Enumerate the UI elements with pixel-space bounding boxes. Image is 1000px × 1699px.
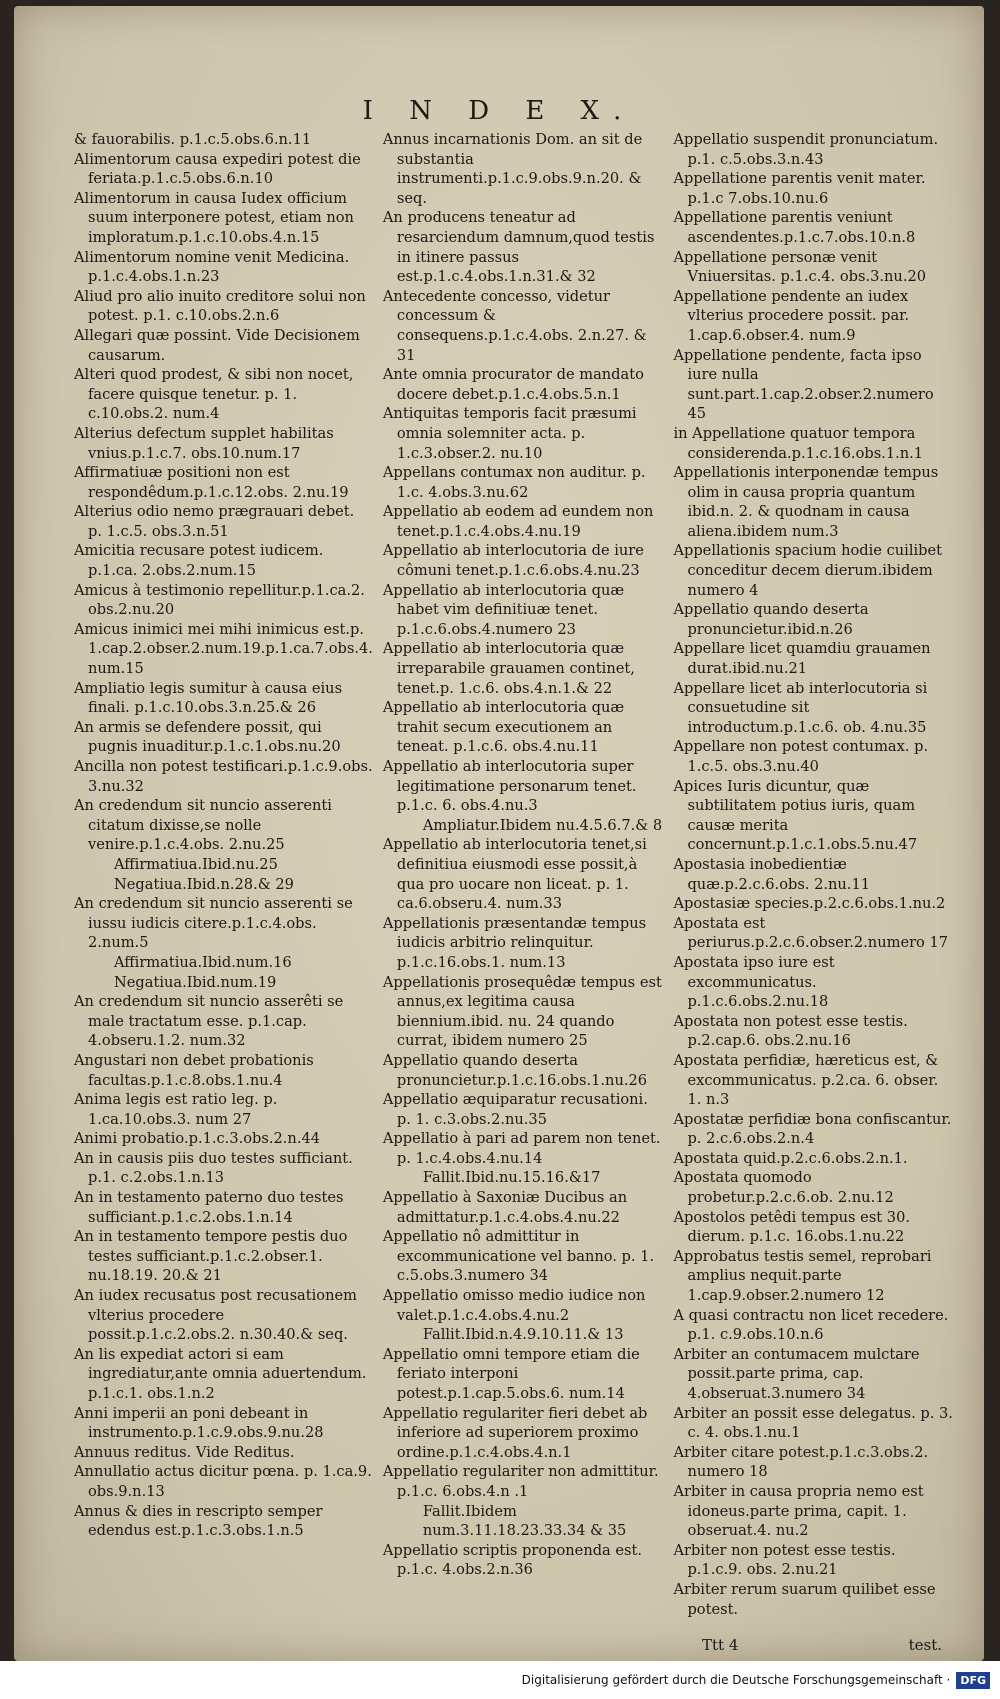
index-entry: Arbiter citare potest.p.1.c.3.obs.2. numero 18 xyxy=(673,1443,929,1481)
index-column-left xyxy=(74,130,373,1619)
index-entry: Anni imperii an poni debeant in instrumento.p.1.c.9.obs.9.nu.28 xyxy=(74,1404,324,1442)
index-entry: Appellare non potest contumax. p. 1.c.5. obs.3.nu.40 xyxy=(673,738,929,775)
index-entry: Arbiter in causa propria nemo est idoneus.parte prima, capit. 1. obseruat.4. nu.2 xyxy=(673,1482,924,1540)
index-entry: Appellatio omni tempore etiam die feriato interponi potest.p.1.cap.5.obs.6. num.14 xyxy=(382,1345,640,1402)
index-entry: Arbiter non potest esse testis. p.1.c.9. obs. 2.nu.21 xyxy=(673,1541,896,1579)
index-entry: An credendum sit nuncio asserenti citatum dixisse,se nolle venire.p.1.c.4.obs. 2.nu.25 xyxy=(74,797,332,854)
index-entry: An armis se defendere possit, qui pugnis inuaditur.p.1.c.1.obs.nu.20 xyxy=(74,718,341,756)
index-subentry: Fallit.Ibid.n.4.9.10.11.& 13 xyxy=(422,1326,624,1344)
index-entry: An iudex recusatus post recusationem vlterius procedere possit.p.1.c.2.obs.2. n.30.40.& seq. xyxy=(74,1287,357,1344)
index-entry: An in testamento paterno duo testes sufficiant.p.1.c.2.obs.1.n.14 xyxy=(74,1189,344,1226)
index-entry: Aliud pro alio inuito creditore solui non potest. p.1. c.10.obs.2.n.6 xyxy=(74,287,366,325)
index-entry: Appellatio quando deserta pronuncietur.ibid.n.26 xyxy=(673,601,869,638)
index-entry: Appellatio regulariter non admittitur. p.1.c. 6.obs.4.n .1 xyxy=(382,1463,659,1500)
index-entry: Appellatio quando deserta pronuncietur.p.1.c.16.obs.1.nu.26 xyxy=(382,1051,648,1089)
index-subentry: Affirmatiua.Ibid.num.16 xyxy=(114,953,292,971)
index-entry: Appellatio ab interlocutoria tenet,si definitiua eiusmodi esse possit,à qua pro uocare non liceat. p. 1. ca.6.obseru.4. num.33 xyxy=(382,836,647,913)
index-entry: Antiquitas temporis facit præsumi omnia solemniter acta. p. 1.c.3.obser.2. nu.10 xyxy=(382,405,637,462)
book-page xyxy=(14,6,984,1661)
index-entry: Appellatione parentis veniunt ascendentes.p.1.c.7.obs.10.n.8 xyxy=(673,209,916,246)
index-subentry: Negatiua.Ibid.num.19 xyxy=(114,973,277,991)
index-entry: An credendum sit nuncio asserêti se male tractatum esse. p.1.cap. 4.obseru.1.2. num.32 xyxy=(74,993,344,1050)
index-entry: Appellatio suspendit pronunciatum. p.1. c.5.obs.3.n.43 xyxy=(673,131,939,168)
index-entry: in Appellatione quatuor tempora considerenda.p.1.c.16.obs.1.n.1 xyxy=(673,424,924,462)
catchword-line xyxy=(702,1636,942,1654)
index-entry: Apostasia inobedientiæ quæ.p.2.c.6.obs. 2.nu.11 xyxy=(673,855,871,893)
index-entry: Appellatio ab interlocutoria de iure cômuni tenet.p.1.c.6.obs.4.nu.23 xyxy=(382,542,644,580)
index-entry: Approbatus testis semel, reprobari amplius nequit.parte 1.cap.9.obser.2.numero 12 xyxy=(673,1247,932,1305)
index-entry: Alteri quod prodest, & sibi non nocet, facere quisque tenetur. p. 1. c.10.obs.2. num.4 xyxy=(74,366,354,423)
index-entry: Anima legis est ratio leg. p. 1.ca.10.obs.3. num 27 xyxy=(74,1091,278,1128)
index-entry: Appellatio ab interlocutoria quæ trahit secum executionem an teneat. p.1.c.6. obs.4.nu.11 xyxy=(382,699,625,756)
index-entry: Appellationis spacium hodie cuilibet conceditur decem dierum.ibidem numero 4 xyxy=(673,542,942,599)
index-entry: Appellatio scriptis proponenda est. p.1.c. 4.obs.2.n.36 xyxy=(382,1541,643,1579)
index-entry: Apostata est periurus.p.2.c.6.obser.2.numero 17 xyxy=(673,914,949,952)
index-entry: Apices Iuris dicuntur, quæ subtilitatem potius iuris, quam causæ merita concernunt.p.1.c.1.obs.5.nu.47 xyxy=(673,777,918,854)
index-entry: Alterius odio nemo prægrauari debet. p. 1.c.5. obs.3.n.51 xyxy=(74,503,355,540)
index-entry: A quasi contractu non licet recedere. p.1. c.9.obs.10.n.6 xyxy=(673,1306,949,1344)
index-entry: Antecedente concesso, videtur concessum & consequens.p.1.c.4.obs. 2.n.27. & 31 xyxy=(382,287,647,364)
index-subentry: Affirmatiua.Ibid.nu.25 xyxy=(114,855,278,873)
index-columns xyxy=(74,130,954,1619)
index-entry: Appellatio ab eodem ad eundem non tenet.p.1.c.4.obs.4.nu.19 xyxy=(382,503,654,540)
index-entry: Animi probatio.p.1.c.3.obs.2.n.44 xyxy=(74,1130,321,1148)
index-entry: Ampliatio legis sumitur à causa eius finali. p.1.c.10.obs.3.n.25.& 26 xyxy=(74,679,343,717)
index-entry: Appellatio ab interlocutoria super legitimatione personarum tenet. p.1.c. 6. obs.4.nu.3 xyxy=(382,758,637,815)
index-entry: An lis expediat actori si eam ingrediatur,ante omnia aduertendum. p.1.c.1. obs.1.n.2 xyxy=(74,1345,367,1402)
page-header-index: I N D E X. xyxy=(362,96,636,126)
index-entry: Annullatio actus dicitur pœna. p. 1.ca.9. obs.9.n.13 xyxy=(74,1463,372,1500)
index-entry: Ancilla non potest testificari.p.1.c.9.obs. 3.nu.32 xyxy=(74,758,373,795)
index-entry: Alimentorum causa expediri potest die feriata.p.1.c.5.obs.6.n.10 xyxy=(74,150,361,188)
index-entry: An credendum sit nuncio asserenti se iussu iudicis citere.p.1.c.4.obs. 2.num.5 xyxy=(74,895,353,952)
index-entry: Apostolos petêdi tempus est 30. dierum. p.1.c. 16.obs.1.nu.22 xyxy=(673,1208,911,1246)
index-entry: Appellatio ab interlocutoria quæ habet vim definitiuæ tenet. p.1.c.6.obs.4.numero 23 xyxy=(382,581,625,638)
index-entry: Arbiter an contumacem mulctare possit.parte prima, cap. 4.obseruat.3.numero 34 xyxy=(673,1345,920,1402)
catchword: test. xyxy=(908,1636,942,1654)
index-entry: Apostatæ perfidiæ bona confiscantur. p. 2.c.6.obs.2.n.4 xyxy=(673,1110,952,1148)
index-entry: Alimentorum in causa Iudex officium suum interponere potest, etiam non imploratum.p.1.c.10.obs.4.n.15 xyxy=(74,189,354,246)
index-column-middle xyxy=(383,130,664,1619)
index-entry: Appellatio regulariter fieri debet ab inferiore ad superiorem proximo ordine.p.1.c.4.obs.4.n.1 xyxy=(382,1404,648,1461)
index-subentry: Negatiua.Ibid.n.28.& 29 xyxy=(114,875,294,893)
index-entry: Annus incarnationis Dom. an sit de substantia instrumenti.p.1.c.9.obs.9.n.20. & seq. xyxy=(382,131,643,207)
dfg-logo: DFG xyxy=(956,1672,990,1689)
index-entry: Appellatio ab interlocutoria quæ irreparabile grauamen continet, tenet.p. 1.c.6. obs.4.n.1.& 22 xyxy=(382,640,635,697)
index-subentry: Fallit.Ibidem num.3.11.18.23.33.34 & 35 xyxy=(422,1502,627,1540)
index-entry: Ante omnia procurator de mandato docere debet.p.1.c.4.obs.5.n.1 xyxy=(382,366,644,403)
index-entry: Appellatio omisso medio iudice non valet.p.1.c.4.obs.4.nu.2 xyxy=(382,1287,646,1324)
index-entry: Appellatio nô admittitur in excommunicatione vel banno. p. 1. c.5.obs.3.numero 34 xyxy=(382,1228,655,1285)
index-entry: Appellans contumax non auditur. p. 1.c. 4.obs.3.nu.62 xyxy=(382,464,646,501)
footer-credit: Digitalisierung gefördert durch die Deutsche Forschungsgemeinschaft · xyxy=(521,1673,951,1687)
index-entry: Annuus reditus. Vide Reditus. xyxy=(74,1443,295,1461)
index-column-right xyxy=(673,130,954,1619)
index-entry: Apostata quomodo probetur.p.2.c.6.ob. 2.nu.12 xyxy=(673,1169,894,1207)
index-entry: An producens teneatur ad resarciendum damnum,quod testis in itinere passus est.p.1.c.4.obs.1.n.31.& 32 xyxy=(382,209,655,286)
index-entry: An in causis piis duo testes sufficiant. p.1. c.2.obs.1.n.13 xyxy=(74,1149,353,1187)
index-entry: Angustari non debet probationis facultas.p.1.c.8.obs.1.nu.4 xyxy=(74,1051,314,1089)
index-entry: Appellatio à Saxoniæ Ducibus an admittatur.p.1.c.4.obs.4.nu.22 xyxy=(382,1189,628,1226)
index-entry: Arbiter an possit esse delegatus. p. 3. c. 4. obs.1.nu.1 xyxy=(673,1404,953,1442)
index-entry: Apostata ipso iure est excommunicatus. p.1.c.6.obs.2.nu.18 xyxy=(673,953,835,1011)
index-entry: Appellatione personæ venit Vniuersitas. p.1.c.4. obs.3.nu.20 xyxy=(673,248,927,286)
index-entry: Amicitia recusare potest iudicem. p.1.ca. 2.obs.2.num.15 xyxy=(74,542,324,580)
index-entry: Appellationis interponendæ tempus olim in causa propria quantum ibid.n. 2. & quodnam in causa aliena.ibidem num.3 xyxy=(673,464,939,540)
index-entry: & fauorabilis. p.1.c.5.obs.6.n.11 xyxy=(74,131,312,148)
index-entry: Appellare licet ab interlocutoria si consuetudine sit introductum.p.1.c.6. ob. 4.nu.35 xyxy=(673,679,928,736)
index-entry: Appellatione parentis venit mater. p.1.c 7.obs.10.nu.6 xyxy=(673,170,926,207)
index-entry: Appellatione pendente, facta ipso iure nulla sunt.part.1.cap.2.obser.2.numero 45 xyxy=(673,346,934,423)
index-entry: Appellatio æquiparatur recusationi. p. 1. c.3.obs.2.nu.35 xyxy=(382,1091,648,1128)
signature-mark: Ttt 4 xyxy=(702,1636,739,1654)
index-entry: Alimentorum nomine venit Medicina. p.1.c.4.obs.1.n.23 xyxy=(74,248,350,286)
index-subentry: Ampliatur.Ibidem nu.4.5.6.7.& 8 xyxy=(422,816,663,834)
index-subentry: Fallit.Ibid.nu.15.16.&17 xyxy=(422,1169,601,1187)
index-entry: Affirmatiuæ positioni non est respondêdum.p.1.c.12.obs. 2.nu.19 xyxy=(74,464,349,501)
index-entry: Appellatio à pari ad parem non tenet. p. 1.c.4.obs.4.nu.14 xyxy=(382,1130,661,1167)
index-entry: Appellatione pendente an iudex vlterius procedere possit. par. 1.cap.6.obser.4. num.9 xyxy=(673,287,910,344)
index-entry: Apostata non potest esse testis. p.2.cap.6. obs.2.nu.16 xyxy=(673,1012,908,1050)
index-entry: Annus & dies in rescripto semper edendus est.p.1.c.3.obs.1.n.5 xyxy=(74,1502,323,1540)
index-entry: An in testamento tempore pestis duo testes sufficiant.p.1.c.2.obser.1. nu.18.19. 20.& 21 xyxy=(74,1228,348,1285)
index-entry: Apostata quid.p.2.c.6.obs.2.n.1. xyxy=(673,1149,908,1167)
index-entry: Alterius defectum supplet habilitas vnius.p.1.c.7. obs.10.num.17 xyxy=(74,424,334,462)
index-entry: Appellationis præsentandæ tempus iudicis arbitrio relinquitur. p.1.c.16.obs.1. num.13 xyxy=(382,914,647,971)
index-entry: Amicus inimici mei mihi inimicus est.p. 1.cap.2.obser.2.num.19.p.1.ca.7.obs.4. num.15 xyxy=(74,620,373,678)
index-entry: Amicus à testimonio repellitur.p.1.ca.2. obs.2.nu.20 xyxy=(74,581,365,619)
index-entry: Arbiter rerum suarum quilibet esse potest. xyxy=(673,1580,936,1618)
index-entry: Appellationis prosequêdæ tempus est annus,ex legitima causa biennium.ibid. nu. 24 quando currat, ibidem numero 25 xyxy=(382,973,662,1050)
index-entry: Appellare licet quamdiu grauamen durat.ibid.nu.21 xyxy=(673,640,931,678)
index-entry: Allegari quæ possint. Vide Decisionem causarum. xyxy=(74,326,360,364)
index-entry: Apostata perfidiæ, hæreticus est, & excommunicatus. p.2.ca. 6. obser. 1. n.3 xyxy=(673,1051,939,1109)
digitization-footer xyxy=(0,1661,1000,1699)
index-entry: Apostasiæ species.p.2.c.6.obs.1.nu.2 xyxy=(673,895,946,913)
